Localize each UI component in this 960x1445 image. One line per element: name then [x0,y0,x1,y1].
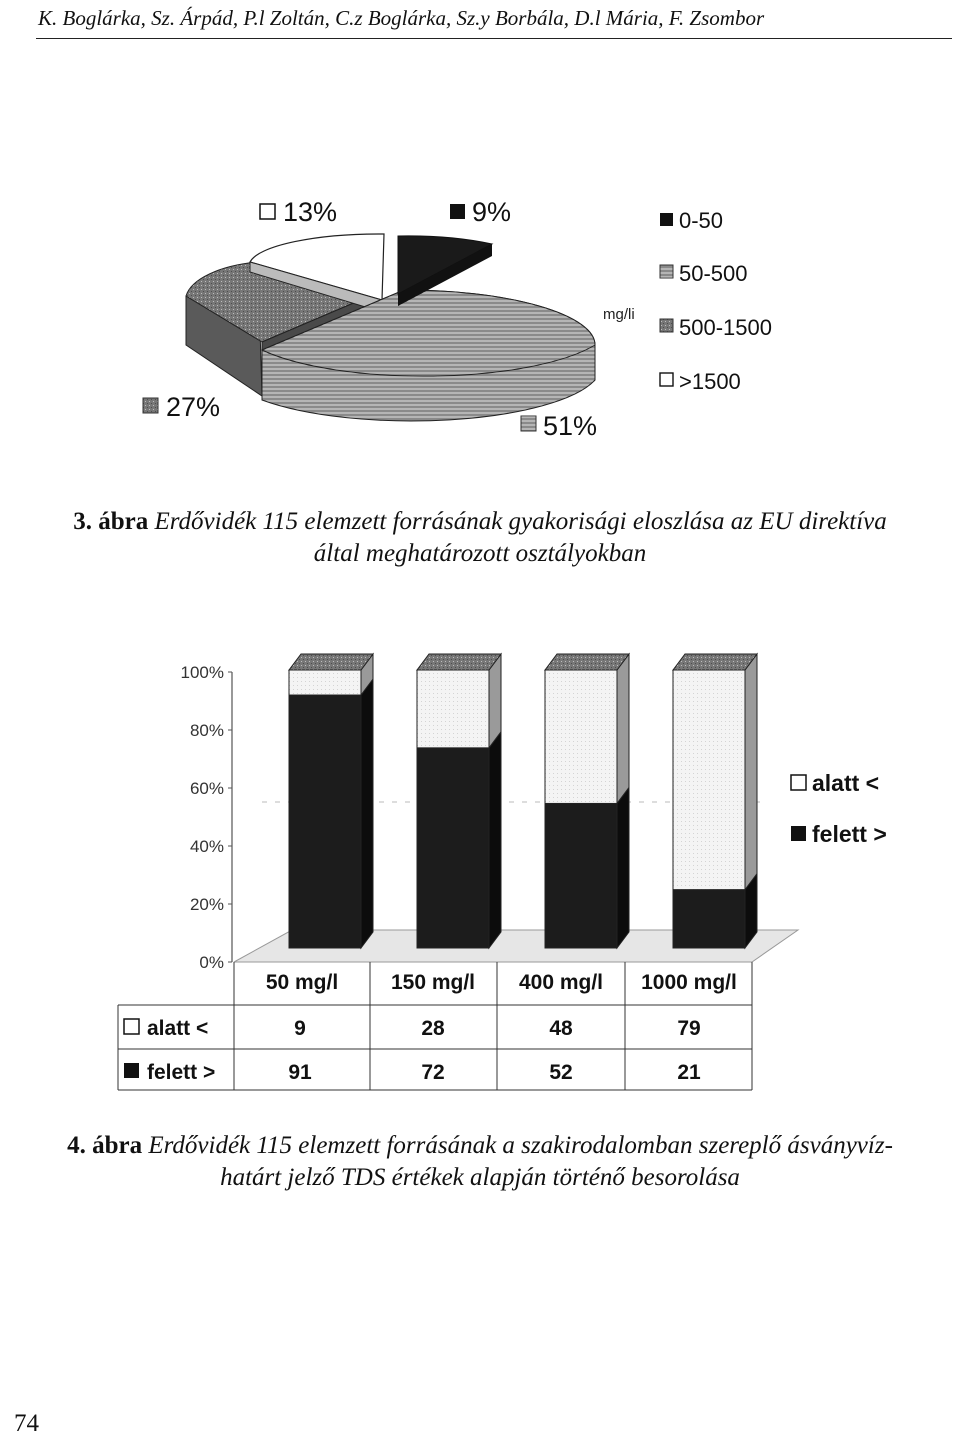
table-row-alatt [124,1017,701,1040]
pie-label-9-text: 9% [472,197,512,227]
pie-label-27-text: 27% [166,392,221,422]
pie-legend-50-500 [660,261,748,286]
bar-alatt-2 [417,670,489,748]
bar-felett-2 [417,748,489,948]
pie-legend-500-1500 [660,315,772,340]
category-label: 150 mg/l [390,971,476,994]
y-tick-label: 100% [180,663,224,682]
bar-felett-4 [673,890,745,948]
svg-text:alatt <: alatt < [812,770,880,796]
category-label: 50 mg/l [265,971,339,994]
bar-data-table [118,962,752,1090]
bar-legend-felett [791,821,887,847]
bar-felett-1-side [361,679,373,948]
y-tick-label: 40% [189,837,224,856]
bar-felett-3 [545,803,617,948]
svg-text:500-1500: 500-1500 [679,315,772,340]
figure-3-number: 3. ábra [73,508,149,535]
figure-4-text-line2: határt jelző TDS értékek alapján történő besorolása [220,1164,740,1191]
bar-alatt-3 [545,670,617,803]
pie-label-51-text: 51% [543,411,598,441]
y-tick-label: 0% [199,953,224,972]
bar-alatt-4-side [745,654,757,890]
pie-label-13 [260,197,337,227]
svg-text:50-500: 50-500 [679,261,748,286]
bar-alatt-3-side [617,654,629,803]
pie-label-9 [450,197,511,227]
bar-felett-1 [289,695,361,948]
table-cell: 52 [549,1061,573,1084]
table-cell: 72 [421,1061,445,1084]
bar-legend-alatt [791,770,879,796]
table-cell: 28 [421,1017,445,1040]
figure-3-text-line1: Erdővidék 115 elemzett forrásának gyakorisági eloszlása az EU direktíva [154,508,887,535]
bar-top-4 [673,654,757,670]
figure-4-caption [0,1130,960,1194]
y-tick-label: 60% [189,779,224,798]
bar-alatt-1 [289,670,361,695]
svg-text:felett >: felett > [147,1061,216,1084]
y-tick-label: 20% [189,895,224,914]
table-cell: 21 [677,1061,701,1084]
table-cell: 48 [549,1017,573,1040]
table-row-felett [124,1061,701,1084]
figure-4-number: 4. ábra [67,1132,143,1159]
stacked-bar-chart [181,654,798,972]
figure-4-text-line1: Erdővidék 115 elemzett forrásának a szakirodalomban szereplő ásványvíz- [148,1132,893,1159]
category-label: 400 mg/l [518,971,604,994]
pie-legend-0-50 [660,208,723,233]
bar-felett-3-side [617,787,629,948]
figure-3-caption [0,506,960,570]
table-cell: 91 [288,1061,312,1084]
bar-legend [791,770,887,847]
svg-text:felett >: felett > [812,821,887,847]
category-labels [266,971,737,994]
category-label: 1000 mg/l [641,971,737,994]
table-cell: 9 [294,1017,306,1040]
pie-label-13-text: 13% [283,197,338,227]
svg-text:>1500: >1500 [679,369,741,394]
y-tick-label: 80% [189,721,224,740]
page-number: 74 [14,1410,39,1437]
pie-chart [186,234,595,421]
bar-alatt-4 [673,670,745,890]
svg-text:0-50: 0-50 [679,208,724,233]
pie-legend-over-1500 [660,369,741,394]
bar-top-1 [289,654,373,670]
pie-label-27 [143,392,220,422]
table-cell: 79 [677,1017,701,1040]
pie-label-51 [521,411,597,441]
bar-top-3 [545,654,629,670]
figure-3-text-line2: által meghatározott osztályokban [313,540,647,567]
bar-top-2 [417,654,501,670]
pie-legend [660,208,772,394]
pie-unit-label: mg/li [603,306,635,323]
running-header: K. Boglárka, Sz. Árpád, P.l Zoltán, C.z Boglárka, Sz.y Borbála, D.l Mária, F. Zsombor [38,6,765,30]
bar-felett-2-side [489,732,501,948]
svg-text:alatt <: alatt < [147,1017,209,1040]
